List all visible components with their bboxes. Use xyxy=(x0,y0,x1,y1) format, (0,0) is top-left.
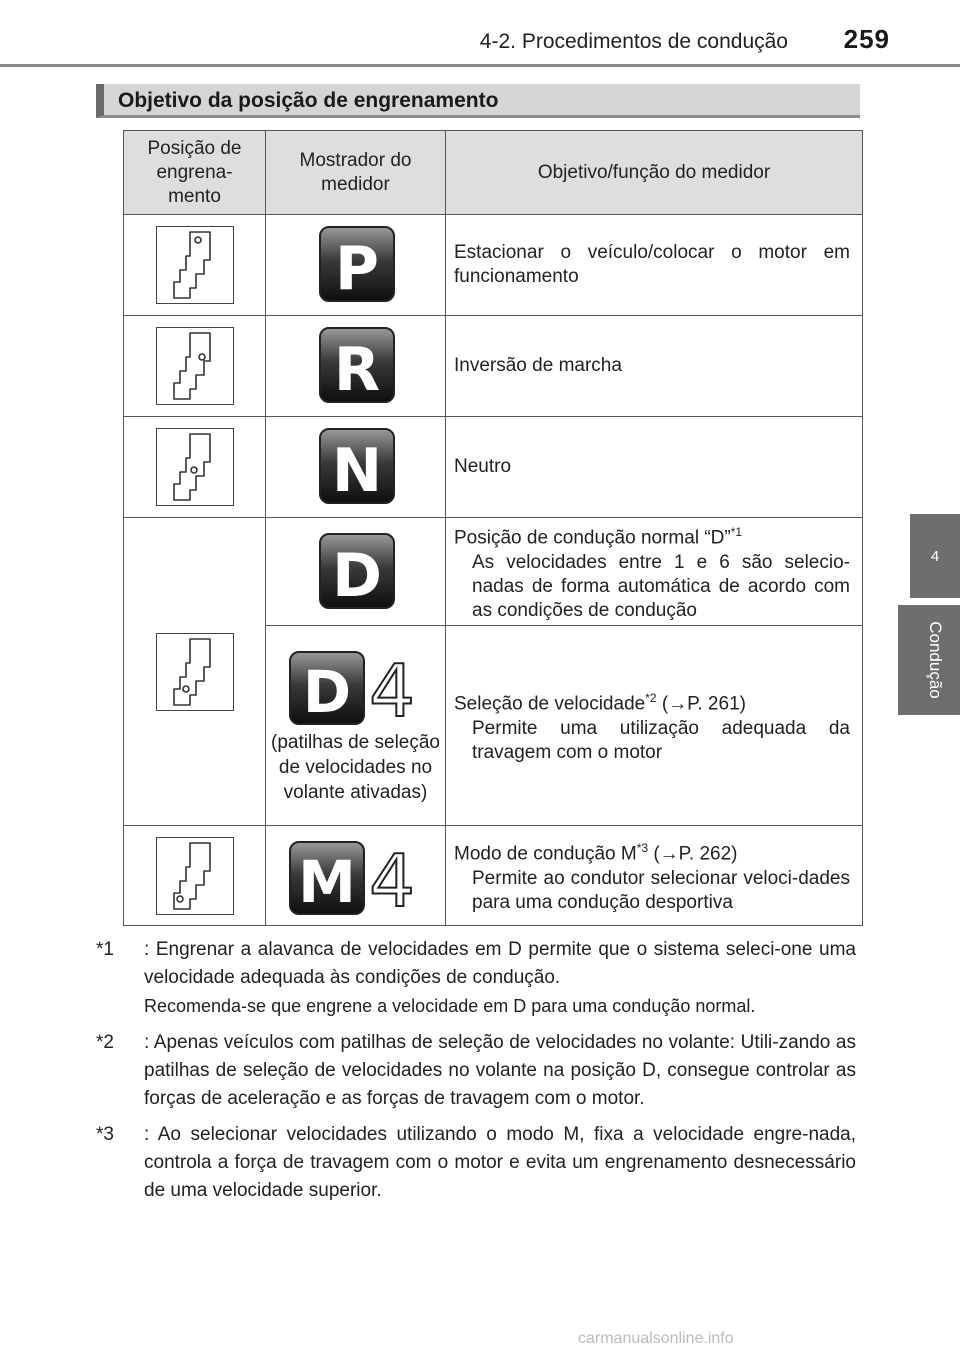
purpose-text: Estacionar o veículo/colocar o motor em funcionamento xyxy=(454,242,850,287)
footnote-text: : Apenas veículos com patilhas de seleção de velocidades no volante: Utili-zando as patilhas de seleção de velocidades no volante na posição D, consegue controlar as forças de aceleração e as forças de travagem com o motor. xyxy=(144,1032,856,1109)
gear-d-indicator-icon xyxy=(316,532,396,612)
gear-lever-cell xyxy=(124,417,266,518)
section-title: Objetivo da posição de engrenamento xyxy=(118,89,499,112)
footnote-marker: *3 xyxy=(96,1124,114,1145)
shift-lever-n-icon xyxy=(156,428,234,506)
table-row xyxy=(124,826,863,926)
gear-position-table xyxy=(123,130,863,926)
page-reference-link[interactable]: (→P. 261) xyxy=(656,693,746,715)
footnote-subtext: Recomenda-se que engrene a velocidade em D para uma condução normal. xyxy=(144,996,756,1016)
gear-p-indicator-icon xyxy=(316,225,396,305)
footnote-marker: *1 xyxy=(96,939,114,960)
meter-display-cell xyxy=(266,518,446,626)
purpose-cell xyxy=(446,626,863,826)
table-header-row xyxy=(124,131,863,215)
paddle-shift-caption: (patilhas de seleção de velocidades no volante ativadas) xyxy=(271,732,440,803)
chapter-label-tab[interactable] xyxy=(898,605,960,715)
purpose-cell xyxy=(446,826,863,926)
gear-d4-digit: 4 xyxy=(368,649,415,726)
purpose-text: Neutro xyxy=(454,456,512,477)
gear-p-letter: P xyxy=(334,234,379,304)
header-gear-position: Posição de engrena-mento xyxy=(124,131,266,215)
watermark: carmanualsonline.info xyxy=(578,1330,734,1347)
gear-lever-cell xyxy=(124,215,266,316)
gear-r-indicator-icon xyxy=(316,326,396,406)
footnote-marker: *2 xyxy=(96,1032,114,1053)
footnote-ref-2[interactable]: *2 xyxy=(645,691,657,706)
footnote-ref-3[interactable]: *3 xyxy=(636,841,649,856)
meter-display-cell xyxy=(266,826,446,926)
page-reference-link[interactable]: (→P. 262) xyxy=(648,843,738,865)
gear-n-indicator-icon xyxy=(316,427,396,507)
page-header xyxy=(0,0,960,68)
purpose-detail: Permite uma utilização adequada da travagem com o motor xyxy=(472,717,850,763)
purpose-text: Inversão de marcha xyxy=(454,355,622,376)
purpose-text: Seleção de velocidade xyxy=(454,693,646,715)
purpose-detail: Permite ao condutor selecionar veloci-dades para uma condução desportiva xyxy=(472,867,850,913)
gear-lever-cell xyxy=(124,518,266,826)
footnote-2 xyxy=(96,1029,856,1113)
header-meter-purpose: Objetivo/função do medidor xyxy=(446,131,863,215)
footnotes xyxy=(96,936,856,1213)
chapter-number-tab[interactable] xyxy=(910,514,960,598)
gear-n-letter: N xyxy=(331,436,382,506)
footnote-text: : Engrenar a alavanca de velocidades em D permite que o sistema seleci-one uma velocidade adequada às condições de condução. xyxy=(144,939,856,988)
gear-m4-indicator-icon xyxy=(278,836,434,916)
chapter-number: 4 xyxy=(930,547,940,565)
purpose-cell xyxy=(446,518,863,626)
gear-m4-letter: M xyxy=(297,847,356,916)
header-rule xyxy=(0,64,960,67)
chapter-label: Condução xyxy=(926,621,945,699)
gear-d4-indicator-icon xyxy=(278,646,434,726)
table-row xyxy=(124,316,863,417)
purpose-detail: As velocidades entre 1 e 6 são selecio-nadas de forma automática de acordo com as condições de condução xyxy=(472,551,850,621)
header-meter-display: Mostrador do medidor xyxy=(266,131,446,215)
gear-d-letter: D xyxy=(331,540,382,611)
shift-lever-r-icon xyxy=(156,327,234,405)
footnote-ref-1[interactable]: *1 xyxy=(730,525,743,540)
meter-display-cell xyxy=(266,215,446,316)
table-row xyxy=(124,417,863,518)
gear-m4-digit: 4 xyxy=(368,838,415,916)
gear-d4-letter: D xyxy=(302,658,351,726)
gear-r-letter: R xyxy=(333,335,380,405)
gear-lever-cell xyxy=(124,826,266,926)
page-number: 259 xyxy=(843,24,890,54)
footnote-1 xyxy=(96,936,856,1021)
gear-lever-cell xyxy=(124,316,266,417)
footnote-3 xyxy=(96,1121,856,1205)
purpose-text: Posição de condução normal “D” xyxy=(454,527,731,549)
meter-display-cell xyxy=(266,626,446,826)
section-heading: 4-2. Procedimentos de condução xyxy=(479,30,788,53)
shift-lever-m-icon xyxy=(156,837,234,915)
shift-lever-d-icon xyxy=(156,633,234,711)
meter-display-cell xyxy=(266,417,446,518)
purpose-text: Modo de condução M xyxy=(454,843,637,865)
meter-display-cell xyxy=(266,316,446,417)
purpose-cell xyxy=(446,215,863,316)
purpose-cell xyxy=(446,417,863,518)
purpose-cell xyxy=(446,316,863,417)
section-title-bar xyxy=(96,84,860,118)
shift-lever-p-icon xyxy=(156,226,234,304)
table-row xyxy=(124,215,863,316)
table-row xyxy=(124,518,863,626)
footnote-text: : Ao selecionar velocidades utilizando o modo M, fixa a velocidade engre-nada, controla a força de travagem com o motor e evita um engrenamento desnecessário de uma velocidade superior. xyxy=(144,1124,856,1201)
